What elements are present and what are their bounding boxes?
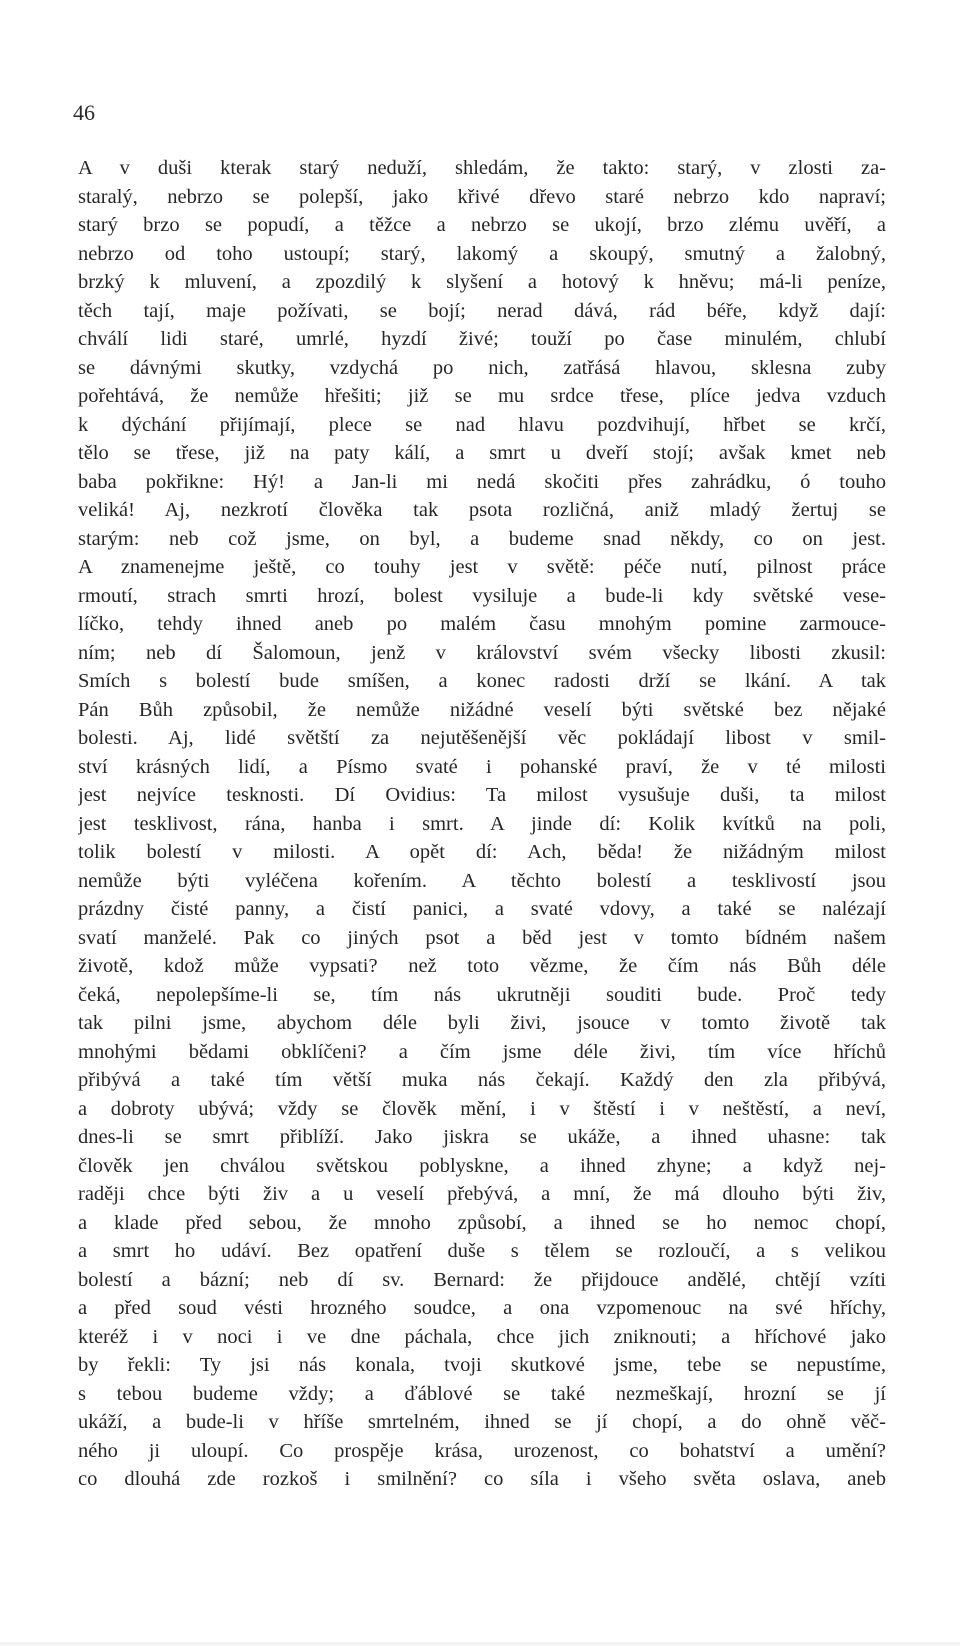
text-line: co dlouhá zde rozkoš i smilnění? co síla i všeho světa oslava, aneb xyxy=(78,1468,886,1490)
text-line: nebrzo od toho ustoupí; starý, lakomý a skoupý, smutný a žalobný, xyxy=(78,242,886,265)
text-line: životě, kdož může vypsati? než toto vězme, že čím nás Bůh déle xyxy=(78,955,886,977)
text-line: jest nejvíce tesknosti. Dí Ovidius: Ta milost vysušuje duši, ta milost xyxy=(78,784,886,806)
text-line: k dýchání přijímají, plece se nad hlavu pozdvihují, hřbet se krčí, xyxy=(78,413,886,436)
page-number: 46 xyxy=(73,100,95,125)
text-line: svatí manželé. Pak co jiných psot a běd jest v tomto bídném našem xyxy=(78,926,886,949)
text-line: bolestí a bázní; neb dí sv. Bernard: že přijdouce andělé, chtějí vzíti xyxy=(78,1268,886,1291)
text-line: pořehtává, že nemůže hřešiti; již se mu srdce třese, plíce jedva vzduch xyxy=(78,385,886,407)
text-line: starým: neb což jsme, on byl, a budeme snad někdy, co on jest. xyxy=(78,527,886,550)
text-line: nemůže býti vyléčena kořením. A těchto bolestí a tesklivostí jsou xyxy=(78,869,886,892)
text-line: s tebou budeme vždy; a ďáblové se také nezmeškají, hrozní se jí xyxy=(78,1382,886,1405)
text-line: tělo se třese, již na paty kálí, a smrt u dveří stojí; avšak kmet neb xyxy=(78,442,886,464)
text-line: kteréž i v noci i ve dne páchala, chce jich zniknouti; a hříchové jako xyxy=(78,1325,886,1348)
text-line: se dávnými skutky, vzdychá po nich, zatřásá hlavou, sklesna zuby xyxy=(78,356,886,379)
text-line: prázdny čisté panny, a čistí panici, a svaté vdovy, a také se nalézají xyxy=(78,898,886,920)
text-line: veliká! Aj, nezkrotí člověka tak psota rozličná, aniž mladý žertuj se xyxy=(78,499,886,521)
text-line: a klade před sebou, že mnoho způsobí, a ihned se ho nemoc chopí, xyxy=(78,1211,886,1234)
text-line: líčko, tehdy ihned aneb po malém času mnohým pomine zarmouce- xyxy=(78,613,886,635)
text-line: Pán Bůh způsobil, že nemůže nižádné veselí býti světské bez nějaké xyxy=(78,698,886,721)
text-line: tak pilni jsme, abychom déle byli živi, jsouce v tomto životě tak xyxy=(78,1012,886,1034)
text-line: A znamenejme ještě, co touhy jest v světě: péče nutí, pilnost práce xyxy=(78,556,886,578)
body-text xyxy=(78,154,886,1494)
text-line: a dobroty ubývá; vždy se člověk mění, i v štěstí i v neštěstí, a neví, xyxy=(78,1097,886,1120)
text-line: by řekli: Ty jsi nás konala, tvoji skutkové jsme, tebe se nepustíme, xyxy=(78,1354,886,1376)
text-line: ukáží, a bude-li v hříše smrtelném, ihned se jí chopí, a do ohně věč- xyxy=(78,1411,886,1433)
text-line: ním; neb dí Šalomoun, jenž v království svém všecky libosti zkusil: xyxy=(78,641,886,664)
text-line: a smrt ho udáví. Bez opatření duše s tělem se rozloučí, a s velikou xyxy=(78,1240,886,1262)
text-line: rmoutí, strach smrti hrozí, bolest vysiluje a bude-li kdy světské vese- xyxy=(78,584,886,607)
text-line: brzký k mluvení, a zpozdilý k slyšení a hotový k hněvu; má-li peníze, xyxy=(78,271,886,293)
text-line: člověk jen chválou světskou poblyskne, a ihned zhyne; a když nej- xyxy=(78,1154,886,1177)
text-line: chválí lidi staré, umrlé, hyzdí živé; touží po čase minulém, chlubí xyxy=(78,328,886,350)
text-line: a před soud vésti hrozného soudce, a ona vzpomenouc na své hříchy, xyxy=(78,1297,886,1319)
text-line: staralý, nebrzo se polepší, jako křivé dřevo staré nebrzo kdo napraví; xyxy=(78,185,886,208)
text-line: jest tesklivost, rána, hanba i smrt. A jinde dí: Kolik kvítků na poli, xyxy=(78,812,886,835)
text-line: těch tají, maje požívati, se bojí; nerad dává, rád béře, když dají: xyxy=(78,299,886,322)
text-line: dnes-li se smrt přiblíží. Jako jiskra se ukáže, a ihned uhasne: tak xyxy=(78,1126,886,1148)
text-line: baba pokřikne: Hý! a Jan-li mi nedá skočiti přes zahrádku, ó touho xyxy=(78,470,886,493)
text-line: ství krásných lidí, a Písmo svaté i pohanské praví, že v té milosti xyxy=(78,755,886,778)
text-line: čeká, nepolepšíme-li se, tím nás ukrutněji souditi bude. Proč tedy xyxy=(78,983,886,1006)
text-line: Smích s bolestí bude smíšen, a konec radosti drží se lkání. A tak xyxy=(78,670,886,692)
text-line: A v duši kterak starý neduží, shledám, že takto: starý, v zlosti za- xyxy=(78,157,886,179)
text-line: přibývá a také tím větší muka nás čekají. Každý den zla přibývá, xyxy=(78,1069,886,1091)
text-line: tolik bolestí v milosti. A opět dí: Ach, běda! že nižádným milost xyxy=(78,841,886,863)
text-line: starý brzo se popudí, a těžce a nebrzo se ukojí, brzo zlému uvěří, a xyxy=(78,214,886,236)
text-line: raději chce býti živ a u veselí přebývá, a mní, že má dlouho býti živ, xyxy=(78,1183,886,1205)
text-line: mnohými bědami obklíčeni? a čím jsme déle živi, tím více hříchů xyxy=(78,1040,886,1063)
text-line: bolesti. Aj, lidé světští za nejutěšenější věc pokládají libost v smil- xyxy=(78,727,886,749)
page-bottom-edge xyxy=(0,1642,960,1646)
text-line: ného ji uloupí. Co prospěje krása, urozenost, co bohatství a umění? xyxy=(78,1439,886,1462)
